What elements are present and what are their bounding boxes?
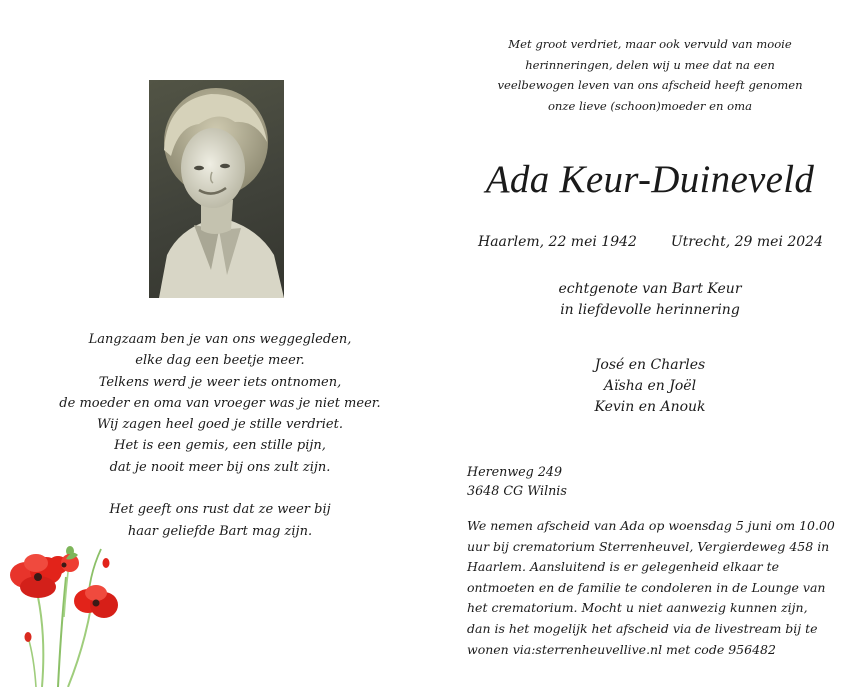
poem-line: Wij zagen heel goed je stille verdriet. <box>97 417 343 433</box>
death-date: Utrecht, 29 mei 2024 <box>670 234 823 250</box>
portrait-illustration <box>149 80 284 298</box>
life-dates <box>478 232 823 252</box>
intro-line: onze lieve (schoon)moeder en oma <box>547 98 753 113</box>
poem-line: elke dag een beetje meer. <box>135 353 305 369</box>
spouse-info <box>470 279 830 321</box>
family-member: José en Charles <box>594 357 706 373</box>
birth-date: Haarlem, 22 mei 1942 <box>478 234 637 250</box>
service-info <box>467 516 847 660</box>
poem-line: Het is een gemis, een stille pijn, <box>114 438 326 454</box>
address-street: Herenweg 249 <box>467 464 563 479</box>
correspondence-address <box>467 462 667 500</box>
family-member: Kevin en Anouk <box>594 399 706 415</box>
family-list <box>470 355 830 418</box>
family-member: Aïsha en Joël <box>603 378 697 394</box>
poem-line: dat je nooit meer bij ons zult zijn. <box>109 459 331 475</box>
spouse-line: echtgenote van Bart Keur <box>558 281 742 297</box>
service-line: We nemen afscheid van Ada op woensdag 5 juni om 10.00 <box>467 518 835 533</box>
service-line: het crematorium. Mocht u niet aanwezig kunnen zijn, <box>467 600 808 616</box>
address-postal-city: 3648 CG Wilnis <box>467 483 567 498</box>
intro-line: veelbewogen leven van ons afscheid heeft genomen <box>497 78 803 92</box>
intro-line: Met groot verdriet, maar ook vervuld van mooie <box>508 37 792 51</box>
service-line: uur bij crematorium Sterrenheuvel, Vergierdeweg 458 in <box>467 538 830 554</box>
poem-line: Telkens werd je weer iets ontnomen, <box>98 374 342 390</box>
deceased-name: Ada Keur-Duineveld <box>485 158 815 201</box>
portrait-photo <box>149 80 284 298</box>
service-line: Haarlem. Aansluitend is er gelegenheid elkaar te <box>467 559 780 575</box>
service-line: ontmoeten en de familie te condoleren in de Lounge van <box>467 579 826 595</box>
poem-line: Langzaam ben je van ons weggegleden, <box>88 332 352 347</box>
service-line: dan is het mogelijk het afscheid via de livestream bij te <box>467 620 818 636</box>
poem-line: de moeder en oma van vroeger was je niet meer. <box>59 395 381 411</box>
service-line: wonen via:sterrenheuvellive.nl met code 956482 <box>467 641 776 657</box>
remembrance-line: in liefdevolle herinnering <box>560 302 740 318</box>
poem-spacer <box>40 478 400 499</box>
poem-line: haar geliefde Bart mag zijn. <box>127 523 313 539</box>
intro-text <box>470 34 830 116</box>
poppies-illustration <box>6 537 126 687</box>
poem <box>40 329 400 542</box>
intro-line: herinneringen, delen wij u mee dat na een <box>525 57 775 72</box>
poem-line: Het geeft ons rust dat ze weer bij <box>109 502 331 518</box>
